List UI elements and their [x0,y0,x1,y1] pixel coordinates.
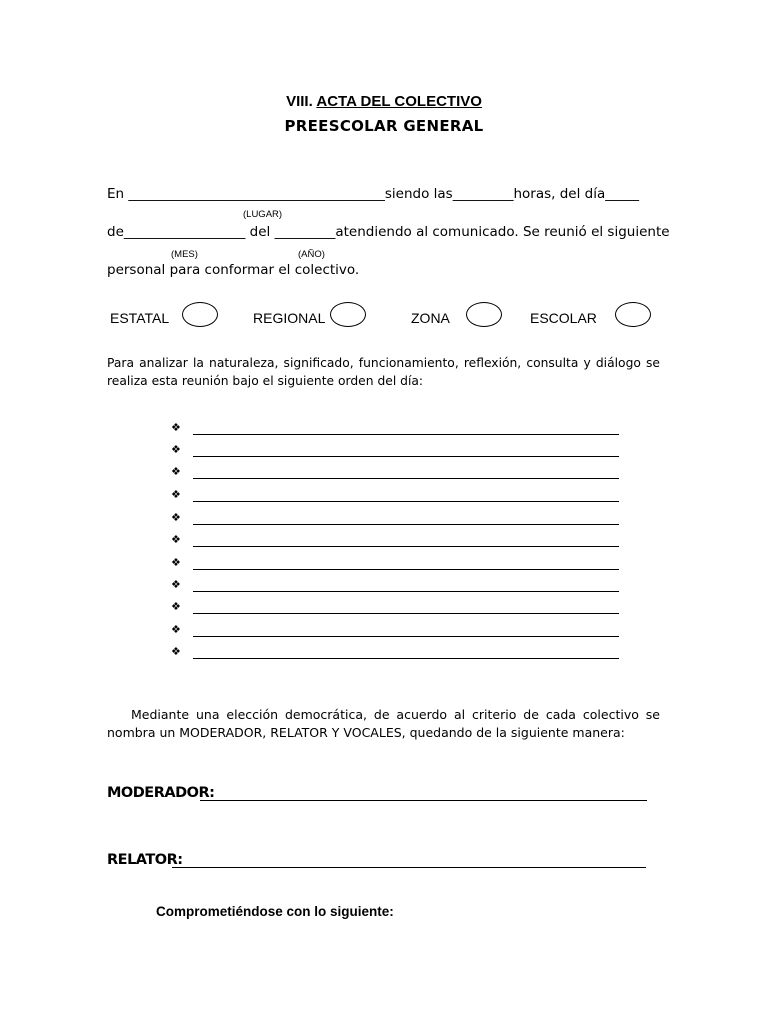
agenda-bullet-icon: ❖ [171,557,181,569]
anio-caption: (AÑO) [298,249,325,260]
agenda-item-line[interactable] [193,636,619,637]
agenda-bullet-icon: ❖ [171,601,181,613]
agenda-item-line[interactable] [193,591,619,592]
agenda-item-line[interactable] [193,456,619,457]
relator-field[interactable] [172,867,646,868]
agenda-bullet-icon: ❖ [171,624,181,636]
level-estatal-checkbox[interactable] [182,302,218,327]
agenda-item-line[interactable] [193,478,619,479]
agenda-bullet-icon: ❖ [171,466,181,478]
agenda-item-line[interactable] [193,613,619,614]
agenda-bullet-icon: ❖ [171,422,181,434]
agenda-item-line[interactable] [193,434,619,435]
level-escolar-label: ESCOLAR [530,310,597,326]
mes-caption: (MES) [171,249,198,260]
election-paragraph: Mediante una elección democrática, de acuerdo al criterio de cada colectivo se nombra un MODERADOR, RELATOR Y VOCALES, quedando de la siguiente manera: [107,707,660,740]
agenda-item-line[interactable] [193,501,619,502]
level-escolar-checkbox[interactable] [615,302,651,327]
agenda-bullet-icon: ❖ [171,444,181,456]
agenda-bullet-icon: ❖ [171,579,181,591]
intro-line-3: personal para conformar el colectivo. [107,262,360,278]
agenda-bullet-icon: ❖ [171,534,181,546]
document-title [0,93,768,110]
intro-line-1: En ______________________________________siendo las_________horas, del día_____ [107,186,639,202]
relator-label: RELATOR: [107,852,183,868]
agenda-item-line[interactable] [193,524,619,525]
moderador-field[interactable] [200,800,647,801]
document-subtitle: PREESCOLAR GENERAL [284,117,484,135]
level-regional-label: REGIONAL [253,310,326,326]
level-zona-label: ZONA [411,310,450,326]
level-zona-checkbox[interactable] [466,302,502,327]
moderador-label: MODERADOR: [107,785,215,801]
agenda-bullet-icon: ❖ [171,512,181,524]
intro-line-2: de__________________ del _________atendiendo al comunicado. Se reunió el siguiente [107,224,670,240]
commitment-label: Comprometiéndose con lo siguiente: [156,904,394,919]
agenda-item-line[interactable] [193,546,619,547]
title-main: ACTA DEL COLECTIVO [316,93,482,110]
level-regional-checkbox[interactable] [330,302,366,327]
agenda-item-line[interactable] [193,658,619,659]
agenda-bullet-icon: ❖ [171,489,181,501]
lugar-caption: (LUGAR) [243,209,283,220]
agenda-intro: Para analizar la naturaleza, significado, funcionamiento, reflexión, consulta y diálogo se realiza esta reunión bajo el siguiente orden del día: [107,356,660,388]
agenda-bullet-icon: ❖ [171,646,181,658]
level-estatal-label: ESTATAL [110,310,170,326]
title-prefix: VIII. [286,93,317,110]
agenda-item-line[interactable] [193,569,619,570]
